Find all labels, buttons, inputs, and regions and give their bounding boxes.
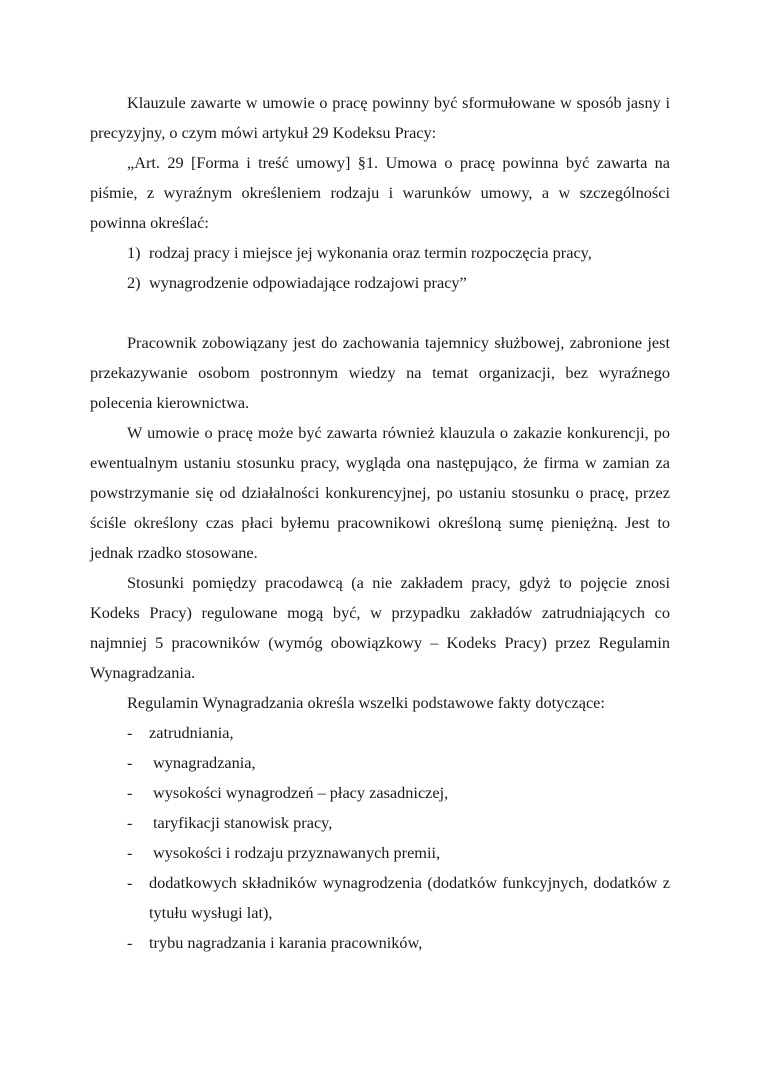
list-item: [90, 928, 670, 958]
list-dash: -: [127, 873, 133, 892]
list-marker: 2): [127, 273, 141, 292]
list-dash: -: [127, 753, 133, 772]
list-dash: -: [127, 783, 133, 802]
paragraph-intro: Klauzule zawarte w umowie o pracę powinny być sformułowane w sposób jasny i precyzyjny, o czym mówi artykuł 29 Kodeksu Pracy:: [90, 93, 670, 142]
numbered-item: [90, 238, 670, 268]
numbered-item-text: rodzaj pracy i miejsce jej wykonania oraz termin rozpoczęcia pracy,: [149, 243, 592, 262]
paragraph-spacer: [90, 298, 670, 328]
list-dash: -: [127, 843, 133, 862]
list-item: [90, 778, 670, 808]
paragraph-regulation: Regulamin Wynagradzania określa wszelki podstawowe fakty dotyczące:: [127, 693, 605, 712]
numbered-item-text: wynagrodzenie odpowiadające rodzajowi pracy”: [149, 273, 467, 292]
paragraph-competition-clause: W umowie o pracę może być zawarta również klauzula o zakazie konkurencji, po ewentualnym ustaniu stosunku pracy, wygląda ona następująco, że firma w zamian za powstrzymanie się od działalności konkurencyjnej, po ustaniu stosunku o pracę, przez ściśle określony czas płaci byłemu pracownikowi określoną sumę pieniężną. Jest to jednak rzadko stosowane.: [90, 423, 670, 562]
list-item: [90, 808, 670, 838]
list-dash: -: [127, 813, 133, 832]
list-item: [90, 868, 670, 928]
document-page: [90, 88, 670, 958]
list-item-text: zatrudniania,: [149, 723, 234, 742]
list-item-text: dodatkowych składników wynagrodzenia (dodatków funkcyjnych, dodatków z tytułu wysługi lat),: [149, 873, 670, 922]
list-dash: -: [127, 723, 133, 742]
list-item: [90, 748, 670, 778]
paragraph-relations: Stosunki pomiędzy pracodawcą (a nie zakładem pracy, gdyż to pojęcie znosi Kodeks Pracy) regulowane mogą być, w przypadku zakładów zatrudniających co najmniej 5 pracowników (wymóg obowiązkowy – Kodeks Pracy) przez Regulamin Wynagradzania.: [90, 573, 670, 682]
list-item: [90, 838, 670, 868]
paragraph-article-quote: „Art. 29 [Forma i treść umowy] §1. Umowa o pracę powinna być zawarta na piśmie, z wyraźnym określeniem rodzaju i warunków umowy, a w szczególności powinna określać:: [90, 153, 670, 232]
numbered-item: [90, 268, 670, 298]
list-item-text: wynagradzania,: [153, 753, 256, 772]
list-dash: -: [127, 933, 133, 952]
list-marker: 1): [127, 243, 141, 262]
list-item-text: wysokości wynagrodzeń – płacy zasadniczej,: [153, 783, 449, 802]
list-item-text: trybu nagradzania i karania pracowników,: [149, 933, 423, 952]
paragraph-secrecy: Pracownik zobowiązany jest do zachowania tajemnicy służbowej, zabronione jest przekazywanie osobom postronnym wiedzy na temat organizacji, bez wyraźnego polecenia kierownictwa.: [90, 333, 670, 412]
list-item: [90, 718, 670, 748]
list-item-text: taryfikacji stanowisk pracy,: [153, 813, 333, 832]
list-item-text: wysokości i rodzaju przyznawanych premii,: [153, 843, 441, 862]
